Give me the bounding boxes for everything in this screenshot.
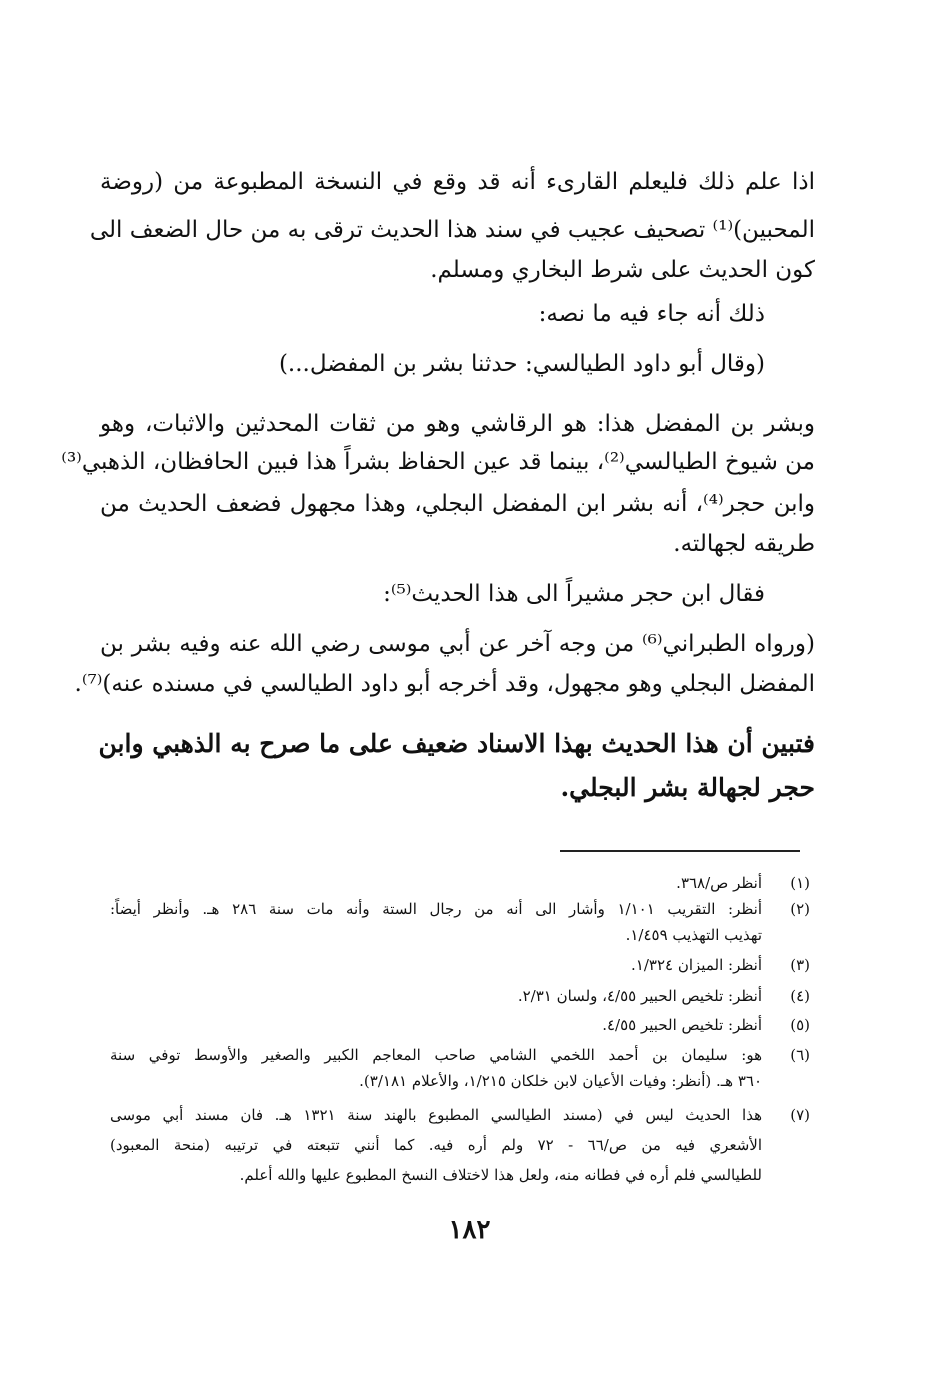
conclusion-line: حجر لجهالة بشر البجلي. [560, 773, 815, 802]
footnote-3 [110, 952, 810, 978]
footnote-text: أنظر: الميزان ١/٣٢٤. [631, 956, 762, 974]
body-line: طريقه لجهالته. [673, 531, 815, 557]
body-line: من شيوخ الطيالسي⁽²⁾، بينما قد عين الحفاظ بشراً هذا فبين الحافظان، الذهبي⁽³⁾ [61, 449, 815, 475]
footnote-7-cont [110, 1132, 810, 1158]
footnote-text: أنظر: تلخيص الحبير ٤/٥٥، ولسان ٢/٣١. [517, 987, 762, 1005]
body-line: (وقال أبو داود الطيالسي: حدثنا بشر بن المفضل...) [278, 351, 765, 377]
footnote-number: (٦) [790, 1046, 810, 1064]
body-line: المفضل البجلي وهو مجهول، وقد أخرجه أبو داود الطيالسي في مسنده عنه)⁽⁷⁾. [74, 671, 815, 697]
footnote-number: (٢) [790, 900, 810, 918]
body-line: وابن حجر⁽⁴⁾، أنه بشر ابن المفضل البجلي، وهذا مجهول فضعف الحديث من [100, 491, 815, 517]
body-line: المحبين)⁽¹⁾ تصحيف عجيب في سند هذا الحديث ترقى به من حال الضعف الى [89, 217, 815, 243]
footnote-text: الأشعري فيه من ص/٦٦ - ٧٢ ولم أره فيه. كما أنني تتبعته في ترتيبه (منحة المعبود) [110, 1136, 762, 1154]
footnote-number: (٧) [790, 1106, 810, 1124]
footnote-text: هو: سليمان بن أحمد اللخمي الشامي صاحب المعاجم الكبير والصغير والأوسط توفي سنة [110, 1046, 762, 1064]
footnote-1 [110, 870, 810, 896]
page-number: ١٨٢ [448, 1215, 491, 1245]
footnote-6 [110, 1042, 810, 1068]
footnote-text: هذا الحديث ليس في (مسند الطيالسي المطبوع بالهند سنة ١٣٢١ هـ. فان مسند أبي موسى [110, 1106, 763, 1124]
footnote-text: ٣٦٠ هـ. (أنظر: وفيات الأعيان لابن خلكان ١/٢١٥، والأعلام ٣/١٨١). [359, 1072, 762, 1090]
footnote-text: أنظر: التقريب ١/١٠١ وأشار الى أنه من رجال الستة وأنه مات سنة ٢٨٦ هـ. وأنظر أيضاً: [110, 900, 762, 918]
footnote-text: تهذيب التهذيب ١/٤٥٩. [625, 926, 762, 944]
conclusion-line: فتبين أن هذا الحديث بهذا الاسناد ضعيف على ما صرح به الذهبي وابن [98, 729, 815, 758]
footnote-7 [110, 1102, 810, 1128]
footnote-text: أنظر: تلخيص الحبير ٤/٥٥. [602, 1016, 762, 1034]
body-line: فقال ابن حجر مشيراً الى هذا الحديث⁽⁵⁾: [383, 581, 765, 607]
footnote-2 [110, 896, 810, 922]
footnote-number: (٣) [790, 956, 810, 974]
footnote-number: (١) [790, 874, 810, 892]
footnote-5 [110, 1012, 810, 1038]
body-line: وبشر بن المفضل هذا: هو الرقاشي وهو من ثقات المحدثين والاثبات، وهو [100, 411, 815, 437]
footnote-text: أنظر ص/٣٦٨. [676, 874, 762, 892]
footnote-4 [110, 983, 810, 1009]
footnote-7-cont [110, 1162, 810, 1188]
footnote-number: (٥) [790, 1016, 810, 1034]
footnote-2-cont [110, 922, 810, 948]
body-line: كون الحديث على شرط البخاري ومسلم. [430, 257, 815, 283]
body-line: ذلك أنه جاء فيه ما نصه: [538, 301, 765, 327]
body-line: اذا علم ذلك فليعلم القارىء أنه قد وقع في النسخة المطبوعة من (روضة [100, 169, 815, 195]
body-line: (ورواه الطبراني⁽⁶⁾ من وجه آخر عن أبي موسى رضي الله عنه وفيه بشر بن [100, 631, 815, 657]
footnote-text: للطيالسي فلم أره في فطانه منه، ولعل هذا لاختلاف النسخ المطبوع عليها والله أعلم. [239, 1166, 762, 1184]
footnote-6-cont [110, 1068, 810, 1094]
footnote-separator [560, 850, 800, 852]
footnote-number: (٤) [790, 987, 810, 1005]
